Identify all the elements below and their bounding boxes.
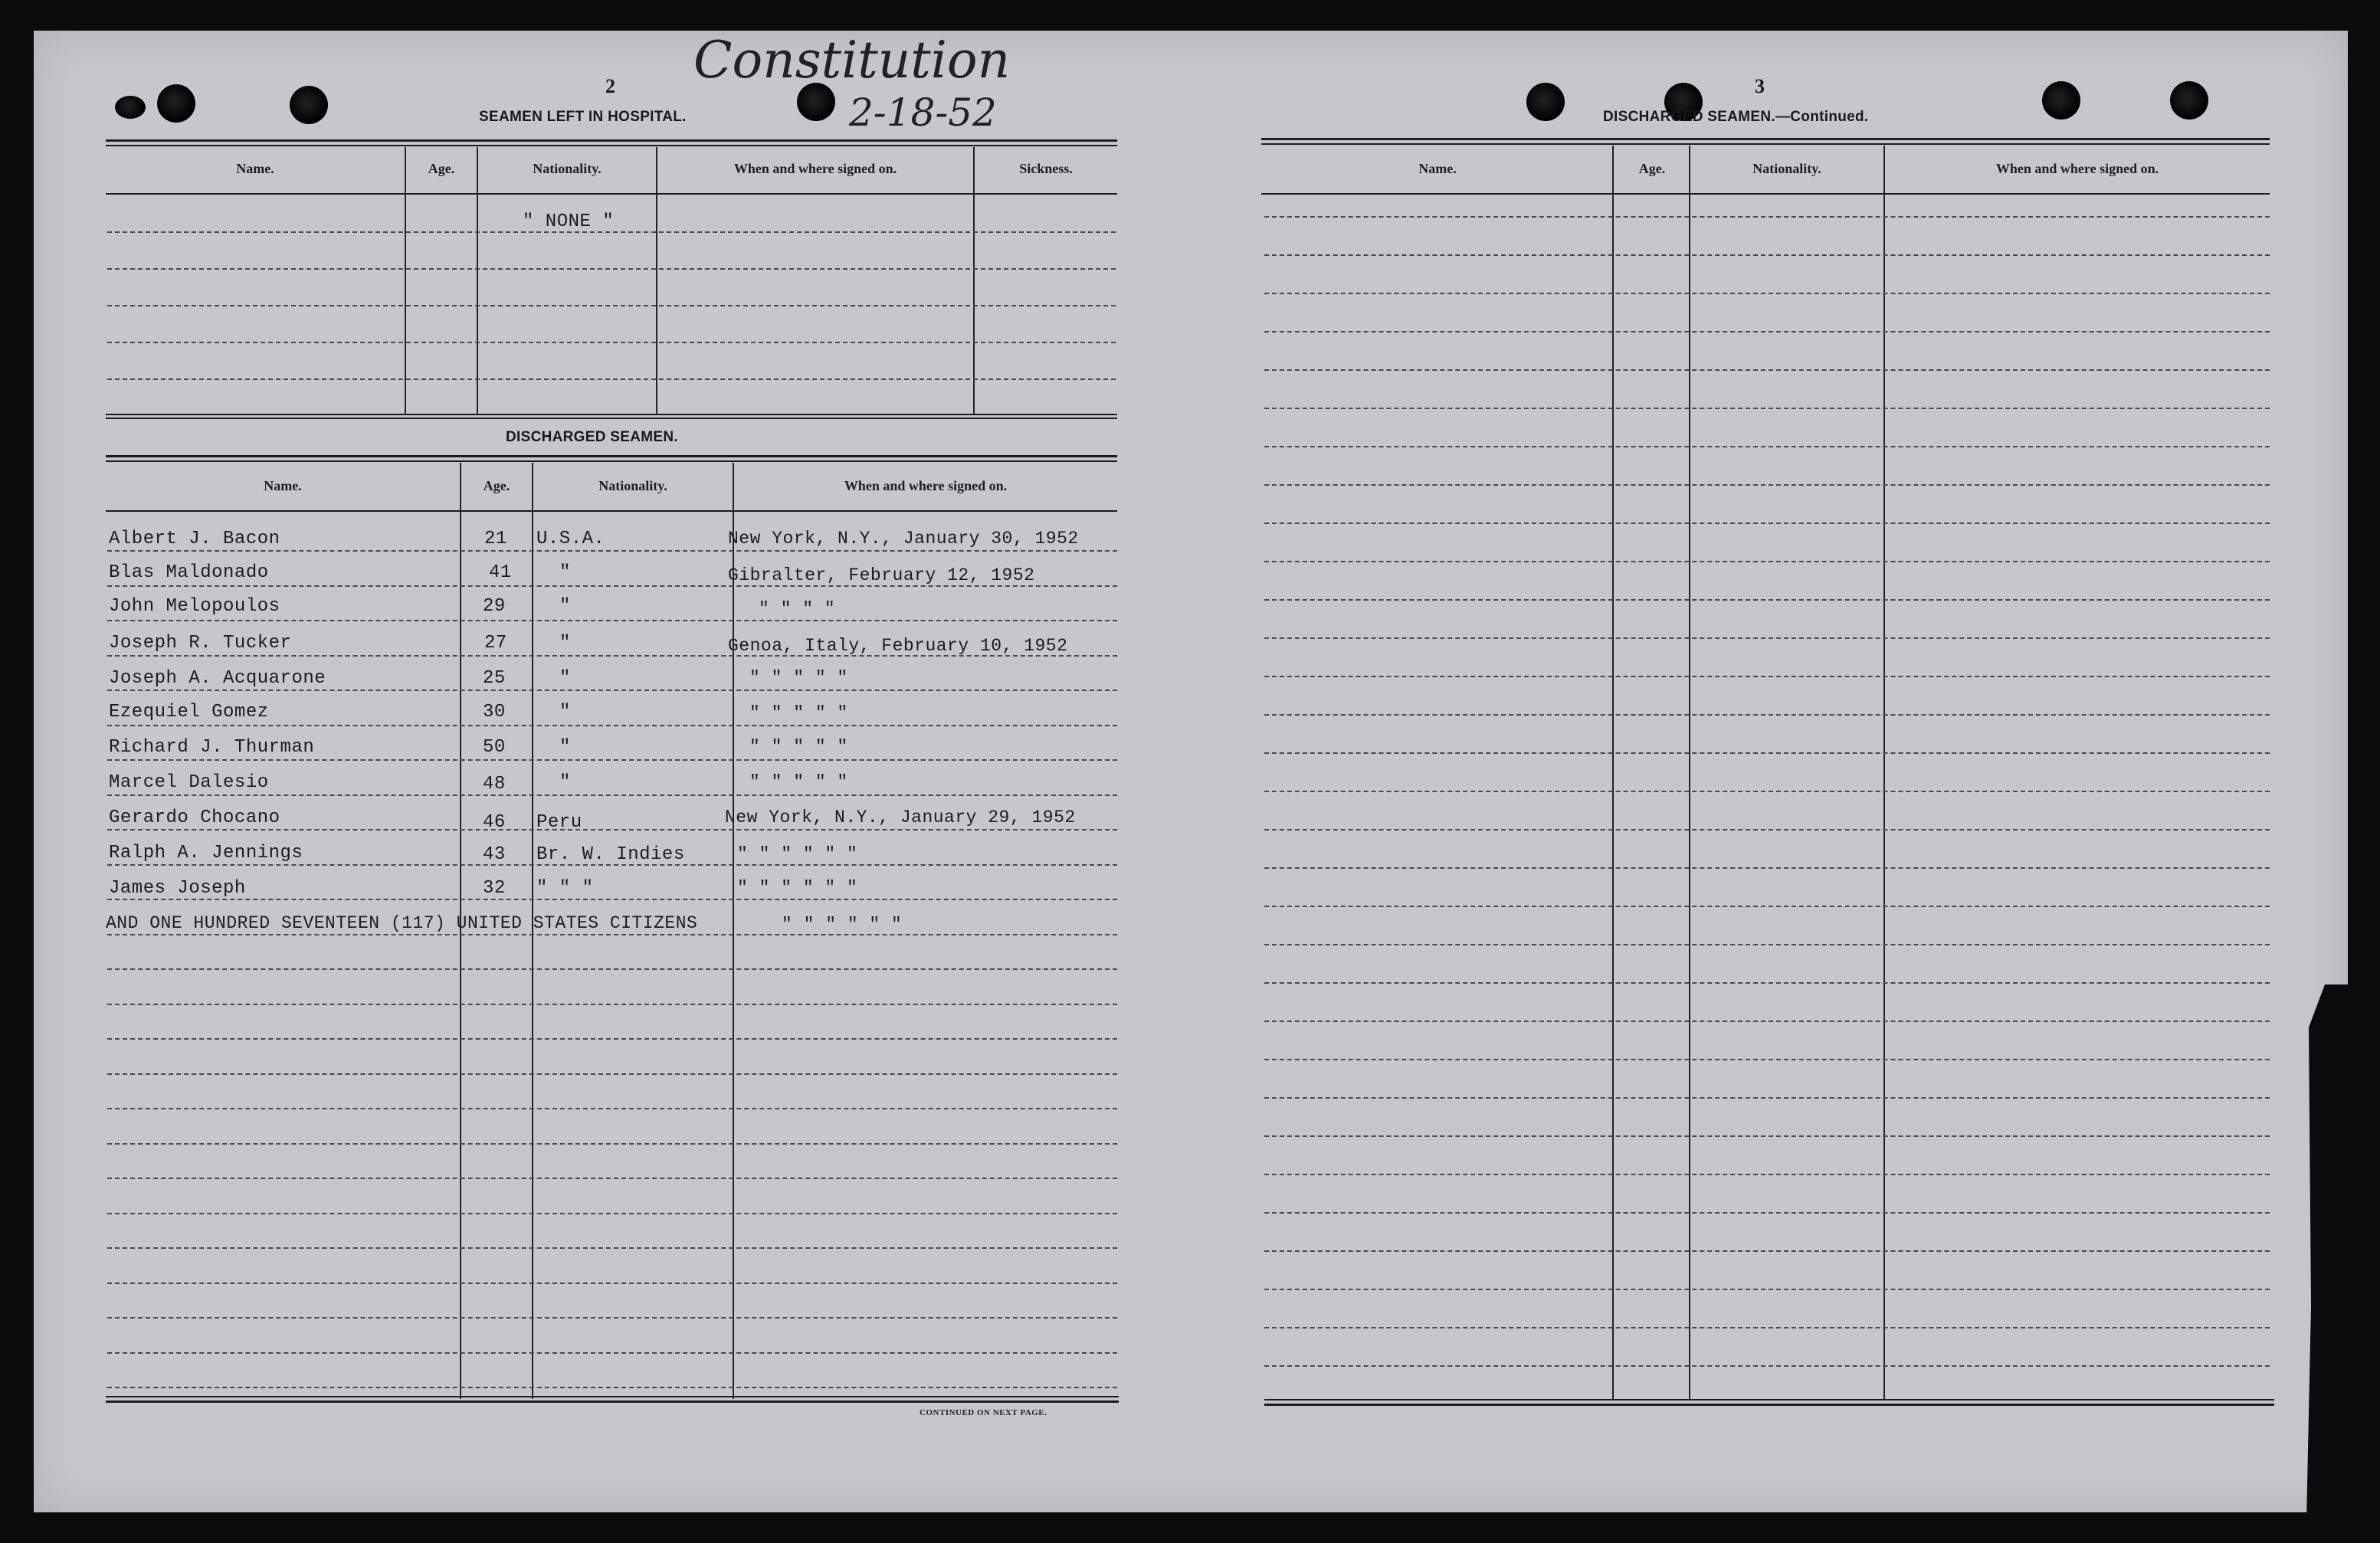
entry-line — [1264, 982, 2270, 984]
entry-line — [1264, 561, 2270, 562]
seaman-age: 48 — [483, 774, 506, 794]
table-rule — [106, 455, 1117, 457]
entry-line — [107, 1317, 1117, 1319]
entry-line — [107, 1004, 1117, 1005]
seaman-nationality: " — [559, 668, 571, 689]
seaman-signed-on: New York, N.Y., January 30, 1952 — [728, 529, 1079, 549]
entry-line — [1264, 216, 2270, 218]
seaman-name: Joseph R. Tucker — [109, 633, 292, 654]
col-header-name: Name. — [264, 478, 302, 493]
seaman-age: 41 — [489, 562, 512, 583]
punch-hole — [157, 84, 195, 123]
seaman-name: Ezequiel Gomez — [109, 702, 269, 722]
table-rule — [106, 139, 1117, 142]
seaman-nationality: " " " — [536, 878, 594, 899]
column-divider — [656, 147, 657, 415]
column-divider — [1689, 146, 1690, 1399]
column-divider — [973, 147, 975, 415]
punch-hole — [1526, 83, 1565, 121]
table-rule — [106, 193, 1117, 195]
seaman-age: 30 — [483, 702, 506, 722]
seaman-nationality: " — [559, 737, 571, 758]
summary-ditto: " " " " " " — [782, 915, 903, 935]
entry-line — [107, 1213, 1117, 1214]
seaman-signed-on: " " " " " — [749, 668, 848, 688]
summary-line: AND ONE HUNDRED SEVENTEEN (117) UNITED STATES CITIZENS — [106, 913, 698, 933]
entry-line — [107, 690, 1117, 691]
table-rule — [106, 460, 1117, 462]
col-header-nationality: Nationality. — [1752, 161, 1821, 176]
entry-line — [107, 1387, 1117, 1388]
table-rule — [1261, 193, 2270, 195]
seaman-nationality: " — [559, 633, 571, 654]
table-rule — [106, 1400, 1119, 1403]
col-header-nationality: Nationality. — [598, 478, 667, 493]
column-divider — [405, 147, 406, 415]
seaman-name: Blas Maldonado — [109, 562, 269, 583]
entry-line — [107, 934, 1117, 935]
seaman-age: 46 — [483, 812, 506, 833]
entry-line — [107, 1178, 1117, 1179]
seaman-nationality: U.S.A. — [536, 529, 605, 549]
col-header-signed-on: When and where signed on. — [733, 161, 897, 176]
entry-line — [107, 1247, 1117, 1249]
entry-line — [1264, 714, 2270, 716]
col-header-sickness: Sickness. — [1019, 161, 1073, 176]
seaman-age: 32 — [483, 878, 506, 899]
punch-hole — [2170, 81, 2208, 120]
seaman-name: John Melopoulos — [109, 596, 280, 617]
entry-line — [1264, 1020, 2270, 1022]
col-header-age: Age. — [428, 161, 455, 176]
entry-line — [1264, 599, 2270, 601]
entry-line — [107, 1143, 1117, 1145]
hospital-section-title: SEAMEN LEFT IN HOSPITAL. — [479, 109, 687, 125]
page-number: 2 — [605, 75, 615, 97]
seaman-age: 43 — [483, 844, 506, 865]
column-divider — [733, 463, 734, 1399]
punch-hole — [290, 86, 328, 124]
entry-line — [1264, 293, 2270, 294]
entry-line — [107, 1073, 1117, 1075]
seaman-signed-on: " " " " " — [749, 772, 848, 792]
table-rule — [106, 1396, 1119, 1397]
entry-line — [1264, 254, 2270, 256]
seaman-signed-on: " " " " " — [749, 703, 848, 723]
seaman-nationality: " — [559, 596, 571, 617]
handwritten-date: 2-18-52 — [849, 90, 997, 135]
punch-hole — [2042, 81, 2080, 120]
table-rule — [1261, 138, 2270, 140]
col-header-signed-on: When and where signed on. — [844, 478, 1008, 493]
seaman-signed-on: " " " " " " — [737, 844, 858, 864]
seaman-age: 25 — [483, 668, 506, 689]
seaman-name: Ralph A. Jennings — [109, 843, 303, 863]
entry-line — [107, 342, 1116, 343]
seaman-nationality: Peru — [536, 812, 582, 833]
entry-line — [1264, 523, 2270, 524]
seaman-signed-on: " " " " — [759, 599, 836, 619]
seaman-age: 50 — [483, 737, 506, 758]
seaman-nationality: " — [559, 772, 571, 793]
entry-line — [1264, 369, 2270, 371]
col-header-name: Name. — [236, 161, 274, 176]
entry-line — [107, 1352, 1117, 1354]
entry-line — [1264, 1327, 2270, 1328]
col-header-age: Age. — [483, 478, 510, 493]
entry-line — [1264, 446, 2270, 447]
col-header-signed-on: When and where signed on. — [1995, 161, 2159, 176]
entry-line — [107, 829, 1117, 830]
page-number: 3 — [1755, 75, 1765, 97]
entry-line — [107, 968, 1117, 970]
seaman-age: 21 — [484, 529, 507, 549]
entry-line — [1264, 484, 2270, 486]
table-rule — [1264, 1404, 2274, 1406]
seaman-name: Marcel Dalesio — [109, 772, 269, 793]
entry-line — [1264, 408, 2270, 409]
entry-line — [1264, 944, 2270, 945]
seaman-signed-on: Gibralter, February 12, 1952 — [728, 565, 1035, 585]
entry-line — [1264, 637, 2270, 639]
entry-line — [107, 1038, 1117, 1040]
entry-line — [1264, 906, 2270, 907]
seaman-age: 29 — [483, 596, 506, 617]
entry-line — [107, 725, 1117, 726]
table-rule — [106, 414, 1117, 415]
entry-line — [107, 378, 1116, 380]
table-rule — [106, 145, 1117, 146]
entry-line — [107, 620, 1117, 621]
hospital-none-entry: " NONE " — [523, 211, 615, 232]
entry-line — [1264, 1289, 2270, 1290]
table-rule — [1261, 143, 2270, 145]
entry-line — [107, 305, 1116, 306]
torn-edge — [2306, 984, 2352, 1521]
entry-line — [1264, 1059, 2270, 1060]
entry-line — [1264, 1365, 2270, 1367]
handwritten-ship-name: Constitution — [693, 31, 1011, 90]
entry-line — [1264, 1135, 2270, 1137]
entry-line — [107, 550, 1117, 552]
column-divider — [477, 147, 478, 415]
entry-line — [1264, 331, 2270, 333]
seaman-nationality: Br. W. Indies — [536, 844, 685, 865]
entry-line — [107, 268, 1116, 270]
col-header-name: Name. — [1418, 161, 1457, 176]
seaman-name: Gerardo Chocano — [109, 808, 280, 828]
seaman-name: Richard J. Thurman — [109, 737, 315, 758]
col-header-nationality: Nationality. — [533, 161, 602, 176]
column-divider — [1612, 146, 1614, 1399]
entry-line — [1264, 676, 2270, 677]
entry-line — [1264, 1212, 2270, 1214]
col-header-age: Age. — [1638, 161, 1666, 176]
seaman-age: 27 — [484, 633, 507, 654]
entry-line — [1264, 867, 2270, 869]
seaman-signed-on: Genoa, Italy, February 10, 1952 — [728, 636, 1068, 656]
discharged-continued-title: DISCHARGED SEAMEN.—Continued. — [1603, 109, 1869, 125]
entry-line — [1264, 829, 2270, 830]
entry-line — [107, 1108, 1117, 1109]
entry-line — [107, 1283, 1117, 1284]
entry-line — [107, 794, 1117, 796]
table-rule — [1264, 1399, 2274, 1400]
seaman-nationality: " — [559, 562, 571, 583]
discharged-section-title: DISCHARGED SEAMEN. — [506, 429, 678, 445]
seaman-signed-on: " " " " " — [749, 737, 848, 757]
seaman-name: Albert J. Bacon — [109, 529, 280, 549]
seaman-name: James Joseph — [109, 878, 246, 899]
entry-line — [1264, 1174, 2270, 1175]
table-rule — [106, 418, 1117, 419]
entry-line — [1264, 1250, 2270, 1252]
entry-line — [1264, 752, 2270, 754]
table-rule — [106, 510, 1117, 512]
seaman-signed-on: " " " " " " — [737, 878, 858, 898]
column-divider — [1883, 146, 1885, 1399]
continued-footer: CONTINUED ON NEXT PAGE. — [920, 1408, 1047, 1417]
entry-line — [1264, 791, 2270, 792]
punch-hole — [115, 96, 146, 119]
entry-line — [107, 759, 1117, 761]
seaman-nationality: " — [559, 702, 571, 722]
entry-line — [1264, 1097, 2270, 1099]
seaman-signed-on: New York, N.Y., January 29, 1952 — [725, 808, 1076, 827]
seaman-name: Joseph A. Acquarone — [109, 668, 326, 689]
entry-line — [107, 899, 1117, 900]
